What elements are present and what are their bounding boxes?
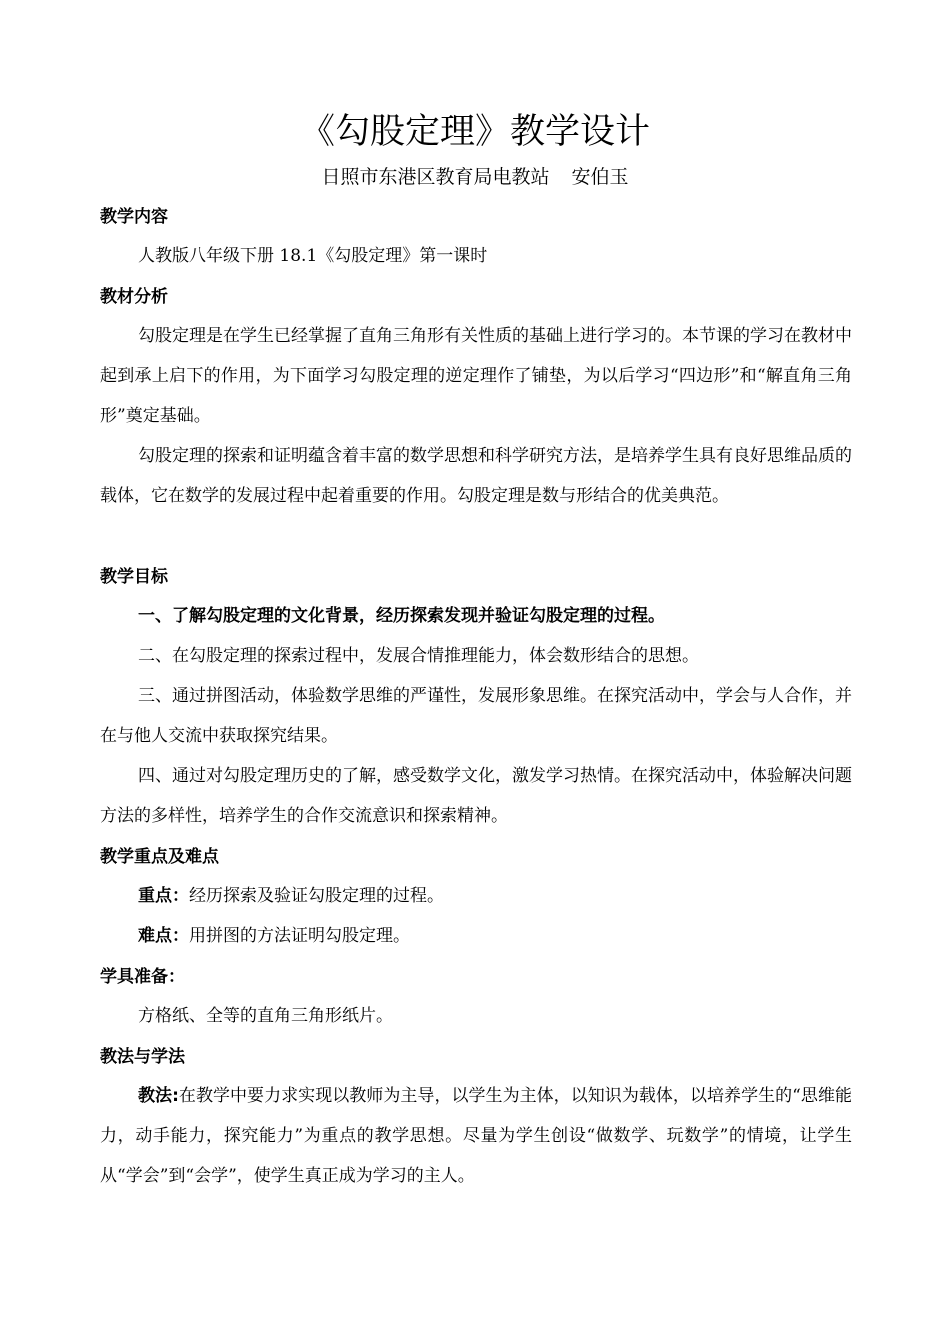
focus-label: 重点：: [138, 886, 189, 906]
goal-1-text: 一、了解勾股定理的文化背景，经历探索发现并验证勾股定理的过程。: [138, 606, 665, 626]
teaching-method-text: 在教学中要力求实现以教师为主导，以学生为主体，以知识为载体，以培养学生的“思维能力，动手能力，探究能力”为重点的教学思想。尽量为学生创设“做数学、玩数学”的情境，让学生从“学会”到“会学”，使学生真正成为学习的主人。: [100, 1086, 852, 1186]
focus-line: [100, 876, 852, 916]
goal-3: 三、通过拼图活动，体验数学思维的严谨性，发展形象思维。在探究活动中，学会与人合作，并在与他人交流中获取探究结果。: [100, 686, 852, 746]
goal-4: 四、通过对勾股定理历史的了解，感受数学文化，激发学习热情。在探究活动中，体验解决问题方法的多样性，培养学生的合作交流意识和探索精神。: [100, 766, 852, 826]
document-byline: [0, 162, 950, 192]
document-title: 《勾股定理》教学设计: [299, 112, 650, 152]
materials-text: 方格纸、全等的直角三角形纸片。: [138, 1006, 393, 1026]
heading-materials: 学具准备：: [100, 967, 185, 987]
focus-text: 经历探索及验证勾股定理的过程。: [189, 886, 444, 906]
difficulty-label: 难点：: [138, 926, 189, 946]
affiliation: 日照市东港区教育局电教站: [321, 166, 550, 188]
heading-methods: 教法与学法: [100, 1047, 185, 1067]
heading-teaching-content: 教学内容: [100, 207, 168, 227]
teaching-content-text: 人教版八年级下册 18.1《勾股定理》第一课时: [138, 246, 488, 266]
difficulty-text: 用拼图的方法证明勾股定理。: [189, 926, 410, 946]
heading-teaching-goals: 教学目标: [100, 567, 168, 587]
teaching-method-paragraph: [100, 1076, 852, 1196]
heading-material-analysis: 教材分析: [100, 287, 168, 307]
teaching-method-label: 教法:: [138, 1086, 179, 1106]
heading-key-points: 教学重点及难点: [100, 847, 219, 867]
author-name: 安伯玉: [571, 166, 629, 188]
goal-1: [100, 596, 852, 636]
difficulty-line: [100, 916, 852, 956]
analysis-paragraph-1: 勾股定理是在学生已经掌握了直角三角形有关性质的基础上进行学习的。本节课的学习在教材中起到承上启下的作用，为下面学习勾股定理的逆定理作了铺垫，为以后学习“四边形”和“解直角三角形”奠定基础。: [100, 326, 852, 426]
goal-2: 二、在勾股定理的探索过程中，发展合情推理能力，体会数形结合的思想。: [138, 646, 699, 666]
analysis-paragraph-2: 勾股定理的探索和证明蕴含着丰富的数学思想和科学研究方法，是培养学生具有良好思维品质的载体，它在数学的发展过程中起着重要的作用。勾股定理是数与形结合的优美典范。: [100, 446, 852, 506]
